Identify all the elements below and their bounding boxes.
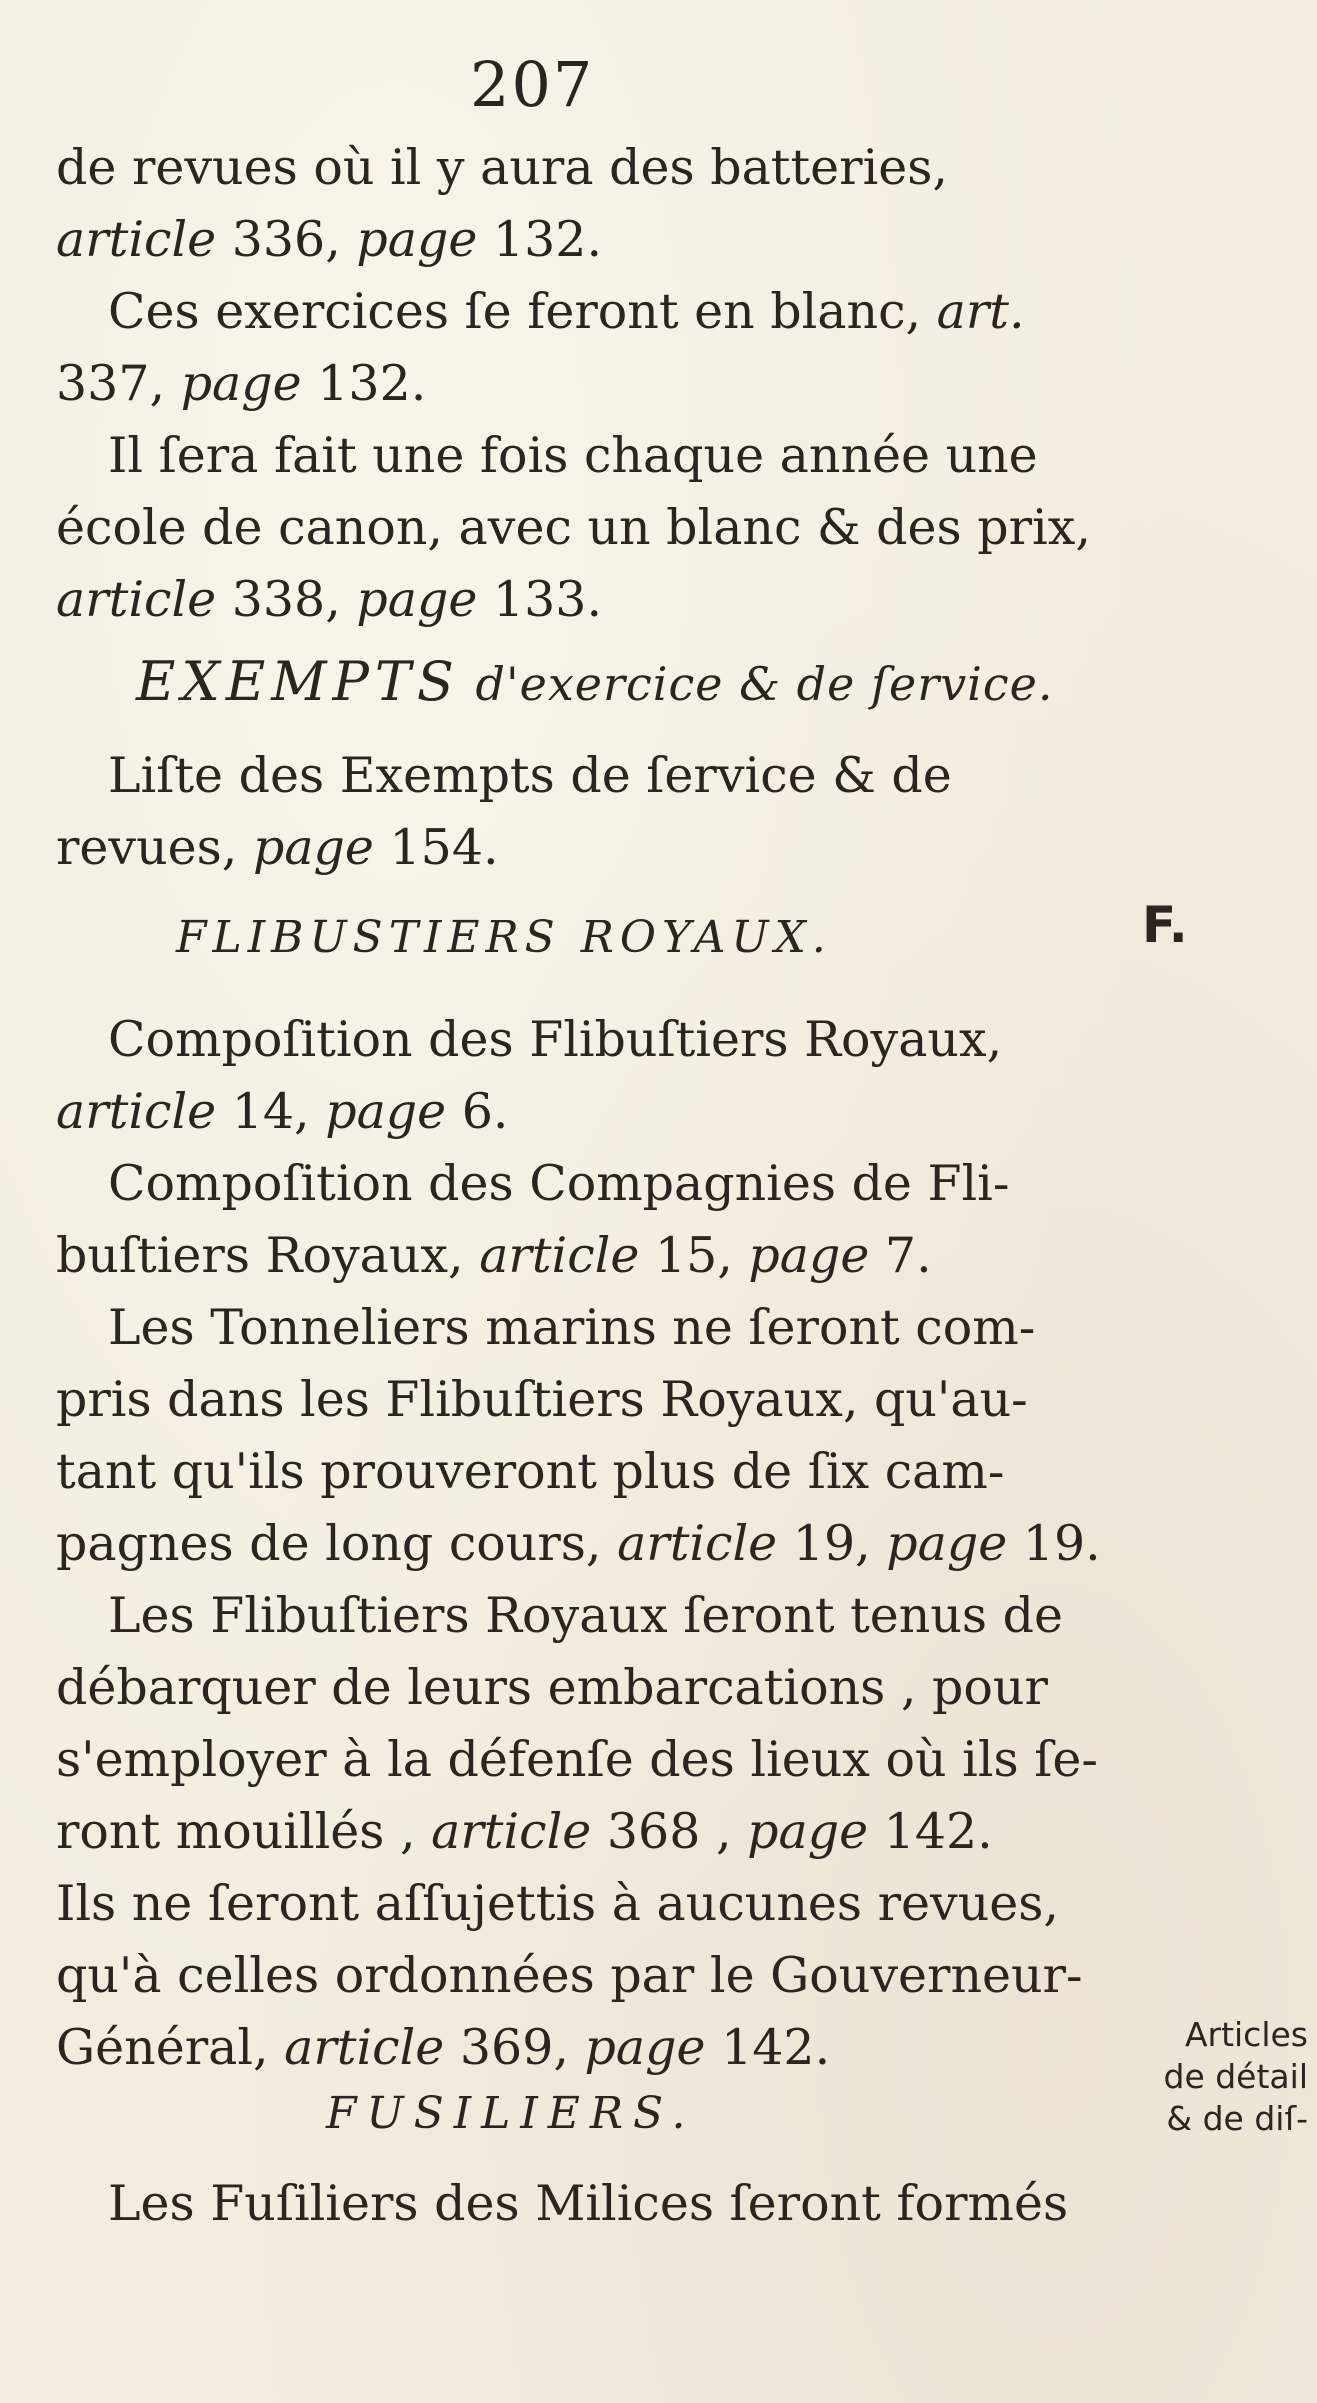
text-run: Ils ne ſeront aſſujettis à aucunes revues, <box>56 1875 1059 1932</box>
text-run: 132. <box>477 211 603 268</box>
text-run: 142. <box>705 2019 831 2076</box>
italic-run: page <box>252 819 374 876</box>
text-run: Les Tonneliers marins ne ſeront com- <box>108 1299 1036 1356</box>
text-line <box>56 1004 1002 1076</box>
text-run: 154. <box>373 819 499 876</box>
marginal-note-line: Articles <box>1184 2015 1308 2054</box>
text-line <box>56 1292 1035 1364</box>
italic-run: page <box>747 1803 869 1860</box>
text-line <box>56 740 952 812</box>
italic-run: article <box>431 1803 592 1860</box>
italic-run: article <box>56 571 217 628</box>
text-run: 142. <box>868 1803 993 1860</box>
text-run: Les Flibuſtiers Royaux ſeront tenus de <box>108 1587 1063 1644</box>
text-line <box>56 204 602 276</box>
text-run: tant qu'ils prouveront plus de ſix cam- <box>56 1443 1005 1500</box>
text-line <box>56 1724 1098 1796</box>
italic-run: article <box>479 1227 640 1284</box>
text-line <box>56 1220 932 1292</box>
text-line <box>56 2168 1068 2240</box>
text-line <box>56 276 1025 348</box>
text-run: buſtiers Royaux, <box>56 1227 480 1284</box>
text-line <box>56 1580 1063 1652</box>
text-line <box>56 1076 508 1148</box>
text-run: 369, <box>444 2019 585 2076</box>
text-run: 133. <box>477 571 603 628</box>
page-number: 207 <box>470 48 595 121</box>
text-line <box>56 1436 1004 1508</box>
text-line <box>56 2012 830 2084</box>
text-line <box>56 1364 1028 1436</box>
text-line <box>56 1940 1083 2012</box>
text-run: 337, <box>56 355 181 412</box>
text-run: qu'à celles ordonnées par le Gouverneur- <box>56 1947 1083 2004</box>
text-run: Compoſition des Compagnies de Fli- <box>108 1155 1010 1212</box>
margin-letter: F. <box>1142 896 1188 954</box>
marginal-note-line: & de diſ- <box>1166 2099 1308 2138</box>
italic-run: page <box>325 1083 447 1140</box>
italic-run: art. <box>936 283 1025 340</box>
text-run: s'employer à la défenſe des lieux où ils ſe- <box>56 1731 1098 1788</box>
heading-exempts-title: EXEMPTS <box>136 650 460 713</box>
text-line <box>56 1868 1059 1940</box>
marginal-note-line: de détail <box>1163 2057 1308 2096</box>
text-run: ront mouillés , <box>56 1803 432 1860</box>
text-run: revues, <box>56 819 253 876</box>
text-run: 7. <box>869 1227 932 1284</box>
italic-run: article <box>284 2019 445 2076</box>
text-run: de revues où il y aura des batteries, <box>56 139 948 196</box>
text-line <box>56 492 1091 564</box>
text-run: débarquer de leurs embarcations , pour <box>56 1659 1048 1716</box>
italic-run: page <box>886 1515 1008 1572</box>
text-run: 368 , <box>591 1803 748 1860</box>
text-line <box>56 1508 1101 1580</box>
italic-run: page <box>584 2019 706 2076</box>
text-run: 15, <box>639 1227 749 1284</box>
text-line <box>56 812 499 884</box>
text-run: Compoſition des Flibuſtiers Royaux, <box>108 1011 1003 1068</box>
text-run: 14, <box>216 1083 326 1140</box>
italic-run: page <box>356 211 478 268</box>
text-run: Liſte des Exempts de ſervice & de <box>108 747 952 804</box>
text-line <box>56 1796 993 1868</box>
text-run: Il ſera fait une fois chaque année une <box>108 427 1038 484</box>
text-run: 6. <box>446 1083 509 1140</box>
text-line <box>56 1652 1048 1724</box>
italic-run: article <box>617 1515 778 1572</box>
text-run: 132. <box>301 355 427 412</box>
text-run: 338, <box>216 571 357 628</box>
italic-run: article <box>56 1083 217 1140</box>
italic-run: page <box>180 355 302 412</box>
section-heading-exempts <box>136 646 1054 722</box>
section-heading-fusiliers: FUSILIERS. <box>326 2088 696 2139</box>
text-run: pagnes de long cours, <box>56 1515 618 1572</box>
text-line <box>56 1148 1009 1220</box>
text-line <box>56 564 602 636</box>
text-line <box>56 348 426 420</box>
text-line <box>56 420 1038 492</box>
text-line <box>56 132 948 204</box>
text-run: Général, <box>56 2019 285 2076</box>
italic-run: page <box>748 1227 870 1284</box>
italic-run: page <box>356 571 478 628</box>
text-run: Les Fuſiliers des Milices ſeront formés <box>108 2175 1069 2232</box>
marginal-note <box>1078 2014 1308 2140</box>
text-run: pris dans les Flibuſtiers Royaux, qu'au- <box>56 1371 1028 1428</box>
text-run: Ces exercices ſe feront en blanc, <box>108 283 937 340</box>
heading-exempts-subtitle: d'exercice & de ſervice. <box>459 657 1054 711</box>
italic-run: article <box>56 211 217 268</box>
text-run: 19, <box>777 1515 887 1572</box>
text-run: 19. <box>1007 1515 1101 1572</box>
text-run: école de canon, avec un blanc & des prix, <box>56 499 1091 556</box>
text-run: 336, <box>216 211 357 268</box>
section-heading-flibustiers: FLIBUSTIERS ROYAUX. <box>176 912 832 963</box>
